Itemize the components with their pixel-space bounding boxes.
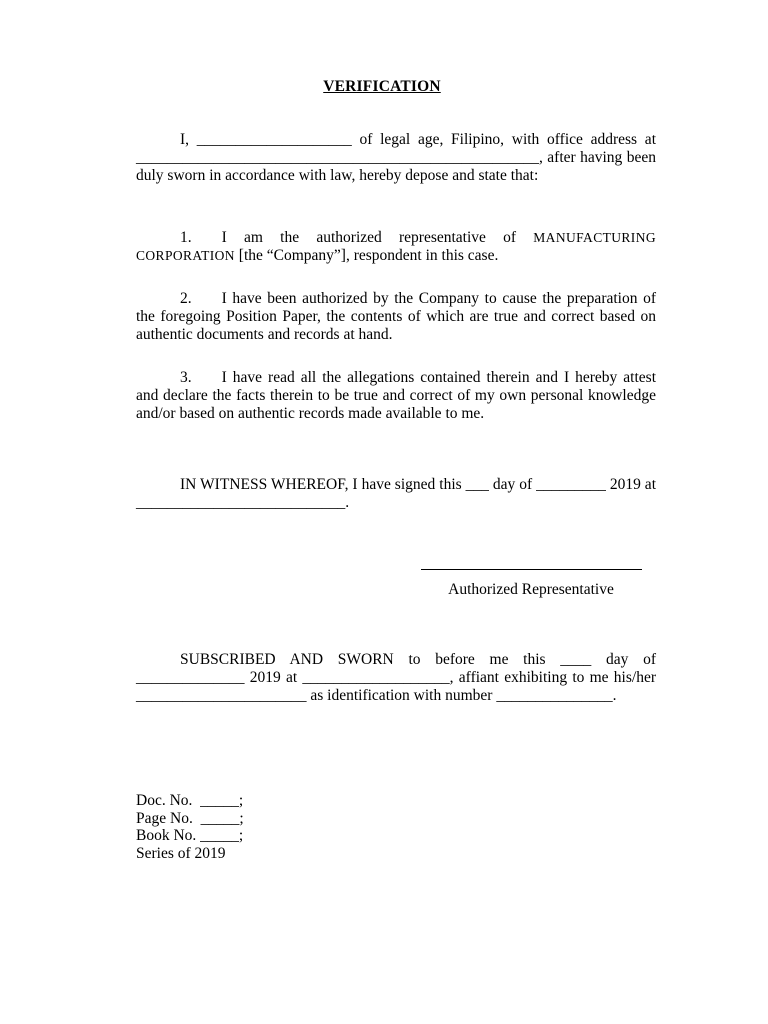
page-no: Page No. _____;	[136, 809, 244, 827]
item-1-paragraph	[136, 229, 656, 265]
item-3-text: I have read all the allegations contained therein and I hereby attest and declare the facts therein to be true and correct of my own personal knowledge and/or based on authentic records made available to me.	[136, 369, 656, 423]
document-title: VERIFICATION	[323, 78, 441, 95]
item-1-number: 1.	[180, 229, 192, 246]
notarial-block	[136, 792, 244, 862]
item-3-paragraph	[136, 369, 656, 424]
item-1-company-name: MANUFACTURING CORPORATION	[136, 230, 656, 264]
item-3-number: 3.	[180, 369, 192, 386]
witness-paragraph: IN WITNESS WHEREOF, I have signed this ___ day of _________ 2019 at ___________________________.	[136, 476, 656, 512]
signature-label: Authorized Representative	[448, 581, 614, 598]
intro-paragraph: I, ____________________ of legal age, Filipino, with office address at ____________________________________________________, after having been duly sworn in accordance with law, hereby depose and state that:	[136, 131, 656, 185]
doc-no: Doc. No. _____;	[136, 792, 244, 809]
item-1-text-before: I am the authorized representative of	[221, 229, 534, 246]
item-2-number: 2.	[180, 290, 192, 307]
item-2-text: I have been authorized by the Company to cause the preparation of the foregoing Position Paper, the contents of which are true and correct based on authentic documents and records at hand.	[136, 290, 656, 344]
item-2-paragraph	[136, 290, 656, 345]
signature-line	[421, 569, 642, 570]
series: Series of 2019	[136, 844, 226, 862]
item-1-text-after: [the “Company”], respondent in this case.	[234, 247, 499, 265]
jurat-paragraph: SUBSCRIBED AND SWORN to before me this ____ day of ______________ 2019 at ___________________, affiant exhibiting to me his/her ______________________ as identification with number _______________.	[136, 651, 656, 705]
book-no: Book No. _____;	[136, 827, 244, 844]
